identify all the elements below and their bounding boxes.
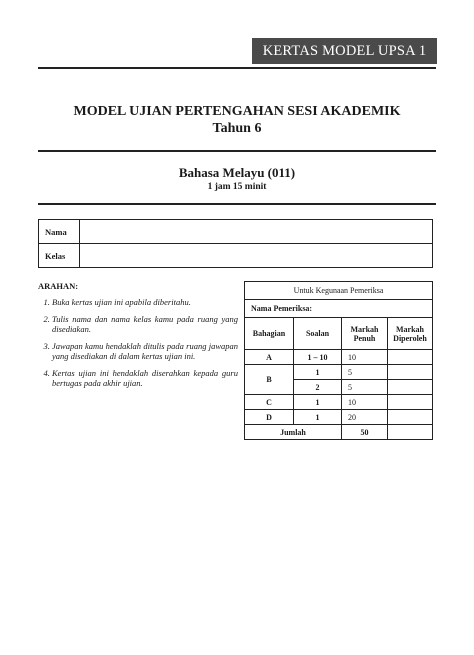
paper-banner xyxy=(252,38,437,64)
header-full-marks: Markah Penuh xyxy=(342,318,388,350)
subject-rule xyxy=(38,203,436,205)
banner-text: KERTAS MODEL UPSA 1 xyxy=(262,42,427,59)
examiner-name-label: Nama Pemeriksa: xyxy=(245,300,433,318)
title-rule xyxy=(38,150,436,152)
instructions xyxy=(38,281,238,395)
examiner-table-title: Untuk Kegunaan Pemeriksa xyxy=(245,282,433,300)
question-cell: 2 xyxy=(294,380,342,395)
name-label: Nama xyxy=(39,220,80,244)
question-cell: 1 xyxy=(294,365,342,380)
instruction-item: 1. Buka kertas ujian ini apabila diberitahu. xyxy=(52,297,238,308)
class-field[interactable] xyxy=(80,244,433,268)
examiner-table xyxy=(244,281,433,440)
name-field[interactable] xyxy=(80,220,433,244)
header-question: Soalan xyxy=(294,318,342,350)
instructions-heading: ARAHAN: xyxy=(38,281,79,291)
section-cell: D xyxy=(245,410,294,425)
exam-year: Tahun 6 xyxy=(212,121,262,136)
full-marks-cell: 5 xyxy=(342,380,388,395)
question-cell: 1 – 10 xyxy=(294,350,342,365)
full-marks-cell: 20 xyxy=(342,410,388,425)
marks-obtained-cell[interactable] xyxy=(388,380,433,395)
instructions-list xyxy=(38,297,238,389)
question-cell: 1 xyxy=(294,395,342,410)
instruction-item: 4. Kertas ujian ini hendaklah diserahkan kepada guru bertugas pada akhir ujian. xyxy=(52,368,238,389)
top-rule xyxy=(38,67,436,69)
section-cell: A xyxy=(245,350,294,365)
question-cell: 1 xyxy=(294,410,342,425)
marks-obtained-cell[interactable] xyxy=(388,365,433,380)
full-marks-cell: 10 xyxy=(342,395,388,410)
exam-duration: 1 jam 15 minit xyxy=(207,182,267,192)
full-marks-cell: 10 xyxy=(342,350,388,365)
class-label: Kelas xyxy=(39,244,80,268)
marks-obtained-cell[interactable] xyxy=(388,410,433,425)
total-label: Jumlah xyxy=(245,425,342,440)
section-cell: C xyxy=(245,395,294,410)
instruction-item: 2. Tulis nama dan nama kelas kamu pada ruang yang disediakan. xyxy=(52,314,238,335)
instruction-item: 3. Jawapan kamu hendaklah ditulis pada ruang jawapan yang disediakan di dalam kertas ujian ini. xyxy=(52,341,238,362)
total-marks-obtained[interactable] xyxy=(388,425,433,440)
exam-title: MODEL UJIAN PERTENGAHAN SESI AKADEMIK xyxy=(73,104,401,119)
marks-obtained-cell[interactable] xyxy=(388,395,433,410)
student-info-box xyxy=(38,219,433,268)
subject-title: Bahasa Melayu (011) xyxy=(178,165,296,180)
header-section: Bahagian xyxy=(245,318,294,350)
full-marks-cell: 5 xyxy=(342,365,388,380)
marks-obtained-cell[interactable] xyxy=(388,350,433,365)
header-marks-obtained: Markah Diperoleh xyxy=(388,318,433,350)
total-full-marks: 50 xyxy=(342,425,388,440)
section-cell: B xyxy=(245,365,294,395)
